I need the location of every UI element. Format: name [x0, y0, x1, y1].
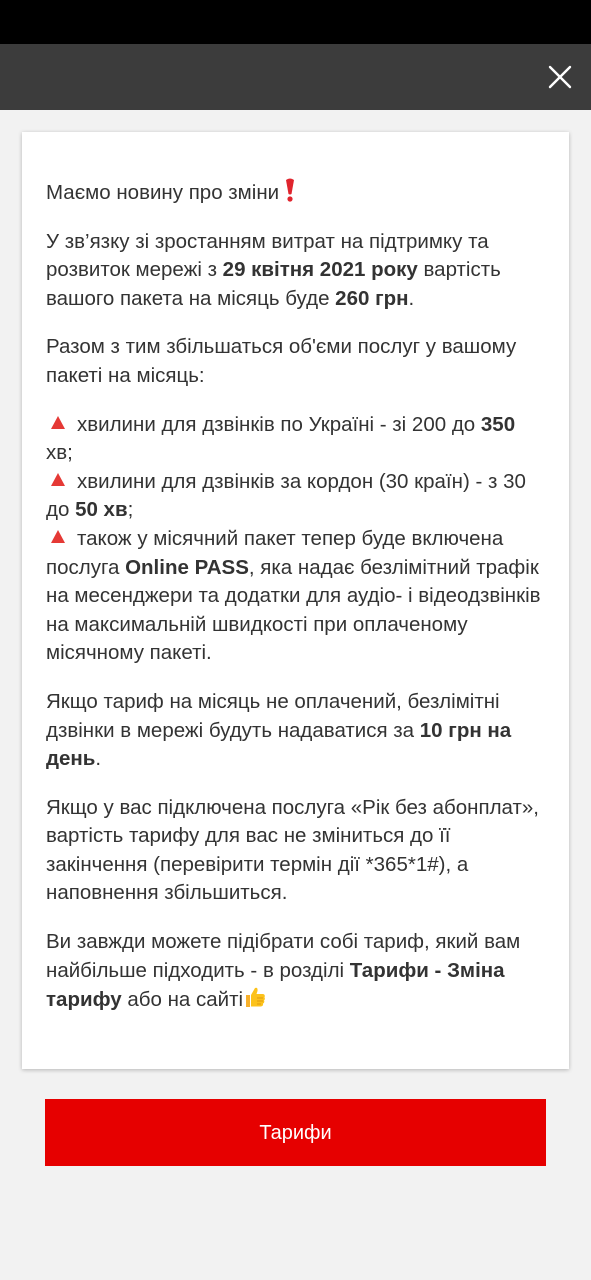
change-tariff-paragraph: Ви завжди можете підібрати собі тариф, який вам найбільше підходить - в розділі Тарифи - Зміна тарифу або на сайті: [46, 930, 521, 1012]
close-button[interactable]: [543, 60, 577, 94]
message-card: [22, 132, 569, 1069]
message-title: [46, 178, 545, 208]
message-body: [46, 178, 545, 1015]
effective-date: 29 квітня 2021 року: [222, 258, 418, 282]
tariffs-button[interactable]: Тарифи: [45, 1099, 546, 1166]
close-icon: [543, 60, 577, 94]
services-list: хвилини для дзвінків по Україні - зі 200 до 350 хв; хвилини для дзвінків за кордон (30 країн) - з 30 до 50 хв; також у місячний пакет тепер буде включена послуга Online PASS, яка надає безлімітний трафік на месенджери та додатки для аудіо- і відеодзвінків на максимальній швидкості при оплаченому місячному пакеті.: [46, 412, 541, 665]
red-triangle-icon: [51, 530, 65, 543]
unpaid-tariff-paragraph: Якщо тариф на місяць не оплачений, безлімітні дзвінки в мережі будуть надаватися за 10 грн на день.: [46, 689, 512, 771]
exclamation-icon: [285, 178, 295, 202]
message-title-text: Маємо новину про зміни: [46, 181, 280, 204]
status-bar: [0, 0, 591, 44]
red-triangle-icon: [51, 473, 65, 486]
services-intro-paragraph: Разом з тим збільшаться об'єми послуг у вашому пакеті на місяць:: [46, 335, 517, 387]
price-change-paragraph: У зв’язку зі зростанням витрат на підтримку та розвиток мережі з 29 квітня 2021 року вартість вашого пакета на місяць буде 260 грн.: [46, 229, 501, 310]
red-triangle-icon: [51, 416, 65, 429]
new-price: 260 грн: [335, 286, 409, 310]
thumbs-up-icon: [243, 985, 267, 1009]
year-without-fees-paragraph: Якщо у вас підключена послуга «Рік без абонплат», вартість тарифу для вас не зміниться до її закінчення (перевірити термін дії *365*1#), а наповнення збільшиться.: [46, 795, 539, 905]
top-bar: [0, 44, 591, 110]
